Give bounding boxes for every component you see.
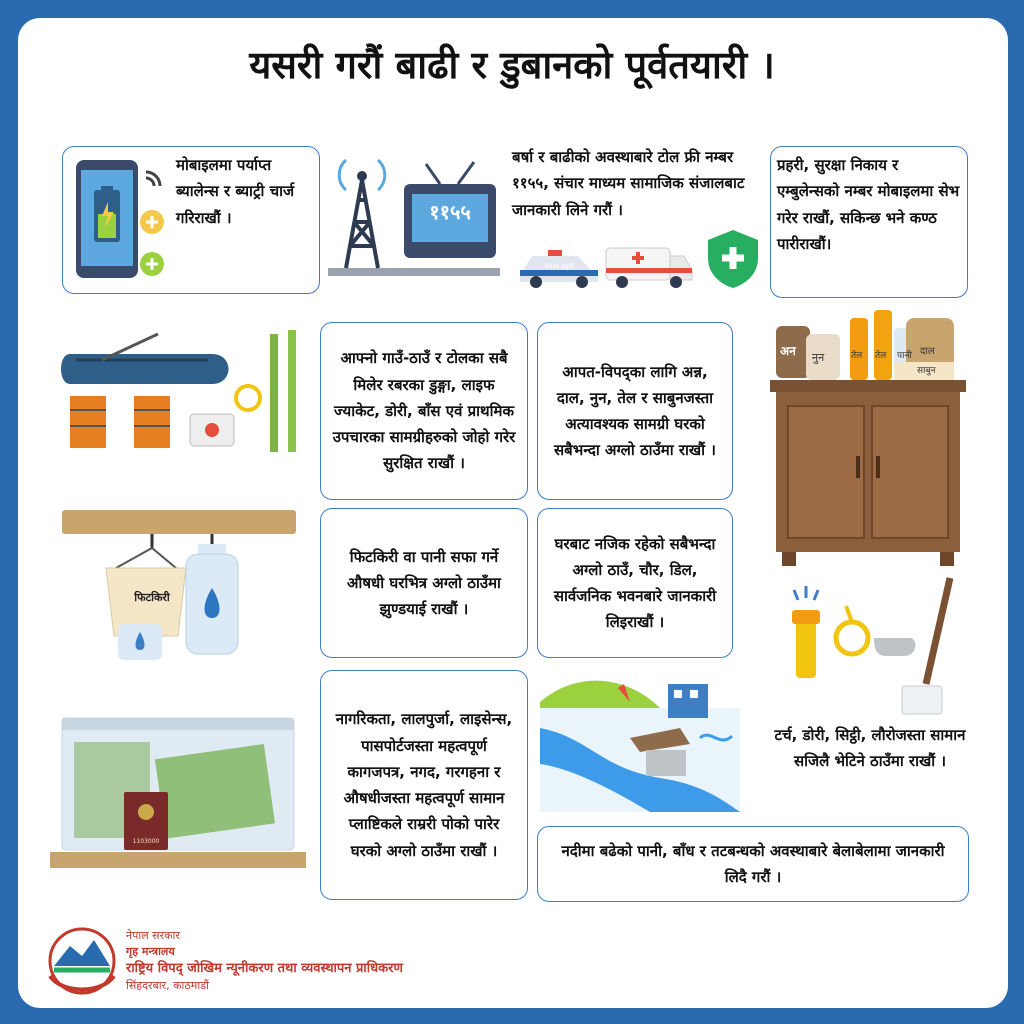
documents-tip-box xyxy=(320,670,528,900)
nepal-government-emblem xyxy=(42,926,122,996)
salt-label: नुन xyxy=(812,351,825,364)
food-tip-text: आपत-विपद्का लागि अन्न, दाल, नुन, तेल र साबुनजस्ता अत्यावश्यक सामग्री घरको सबैभन्दा अग्लो ठाउँमा राखौं । xyxy=(554,362,716,460)
high-place-tip-text: घरबाट नजिक रहेको सबैभन्दा अग्लो ठाउँ, चौर, डिल, सार्वजनिक भवनबारे जानकारी लिइराखौं । xyxy=(553,534,717,632)
rescue-gear-illustration xyxy=(62,330,312,452)
cabinet-supplies-illustration xyxy=(770,306,966,568)
alum-water-illustration xyxy=(62,508,298,668)
rescue-gear-tip-text: आफ्नो गाउँ-ठाउँ र टोलका सबै मिलेर रबरका डुङ्गा, लाइफ ज्याकेट, डोरी, बाँस एवं प्राथमिक उपचारका सामग्रीहरुको जोहो गरेर सुरक्षित राखौं । xyxy=(332,349,516,473)
footer-ministry: गृह मन्त्रालय xyxy=(126,945,175,958)
water-label: पानी xyxy=(897,351,912,361)
mobile-tip-text: मोबाइलमा पर्याप्त ब्यालेन्स र ब्याट्री चार्ज गरिराखौं । xyxy=(176,156,295,227)
river-tip-text: नदीमा बढेको पानी, बाँध र तटबन्धको अवस्थाबारे बेलाबेलामा जानकारी लिदै गरौं । xyxy=(561,841,945,886)
tv-number-label: ११५५ xyxy=(429,200,471,224)
grain-label: अन xyxy=(780,344,796,358)
tollfree-tip-text: बर्षा र बाढीको अवस्थाबारे टोल फ्री नम्बर ११५५, संचार माध्यम सामाजिक संजालबाट जानकारी लिने गरौं । xyxy=(512,148,745,219)
alum-tip-box xyxy=(320,508,528,658)
torch-rope-whistle-illustration xyxy=(786,576,958,716)
page-title: यसरी गरौं बाढी र डुबानको पूर्वतयारी । xyxy=(249,43,775,87)
footer-address: सिंहदरबार, काठमाडौं xyxy=(126,979,209,992)
documents-tip-text: नागरिकता, लालपुर्जा, लाइसेन्स, पासपोर्टजस्ता महत्वपूर्ण कागजपत्र, नगद, गरगहना र औषधीजस्ता महत्वपूर्ण सामान प्लाष्टिकले राम्ररी पोको पारेर घरको अग्लो ठाउँमा राखौं । xyxy=(335,710,513,860)
high-place-tip-box xyxy=(537,508,733,658)
oil-label-1: तेल xyxy=(851,351,863,361)
footer-authority: राष्ट्रिय विपद् जोखिम न्यूनीकरण तथा व्यवस्थापन प्राधिकरण xyxy=(126,961,403,976)
food-tip-box xyxy=(537,322,733,500)
rescue-gear-tip-box xyxy=(320,322,528,500)
passport-number-label: 1103000 xyxy=(132,838,160,845)
alum-bag-label: फिटकिरी xyxy=(134,591,170,604)
soap-label: साबुन xyxy=(917,366,936,376)
river-dam-illustration xyxy=(540,668,740,812)
dal-label: दाल xyxy=(920,346,935,357)
footer-government: नेपाल सरकार xyxy=(126,929,180,942)
oil-label-2: तेल xyxy=(875,351,887,361)
river-tip-box xyxy=(537,826,969,902)
documents-bag-illustration xyxy=(50,712,306,870)
smartphone-icon xyxy=(72,158,168,282)
alum-tip-text: फिटकिरी वा पानी सफा गर्ने औषधी घरभित्र अग्लो ठाउँमा झुण्डयाई राखौं । xyxy=(347,547,501,619)
numbers-tip-text: प्रहरी, सुरक्षा निकाय र एम्बुलेन्सको नम्बर मोबाइलमा सेभ गरेर राखौं, सकिन्छ भने कण्ठ पारीराखौं। xyxy=(777,156,960,253)
ambulance-icon xyxy=(604,240,694,290)
health-shield-icon xyxy=(704,228,762,290)
torch-tip-text: टर्च, डोरी, सिट्ठी, लौरोजस्ता सामान सजिलै भेटिने ठाउँमा राखौं । xyxy=(774,726,966,771)
police-car-label: नेपाल प्रहरी xyxy=(544,263,574,271)
